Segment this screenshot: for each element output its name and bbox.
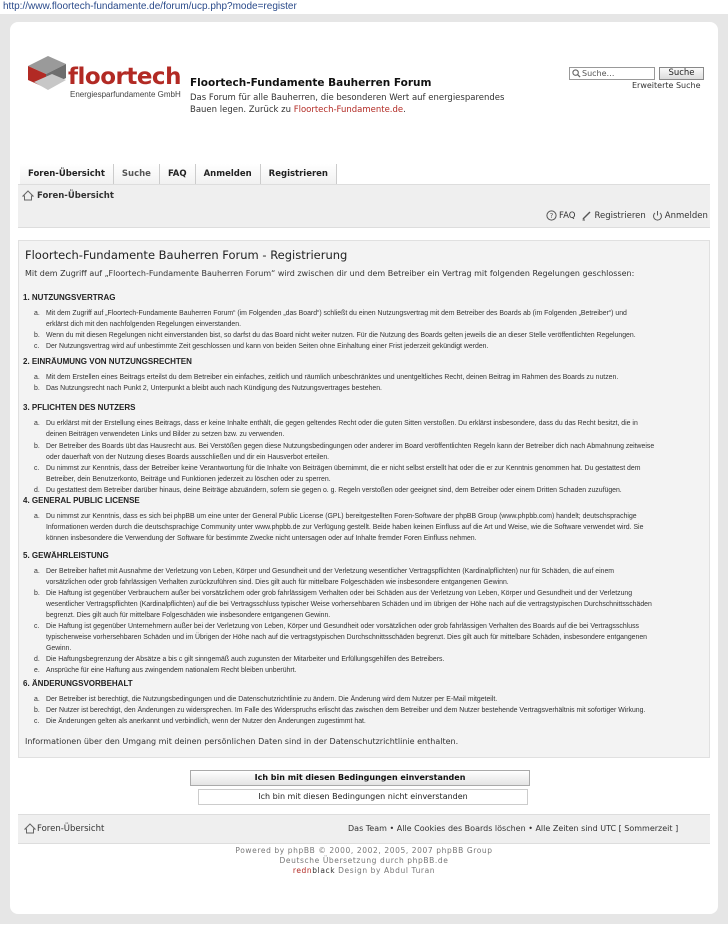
agree-button[interactable]: Ich bin mit diesen Bedingungen einverstanden bbox=[190, 770, 530, 786]
pencil-icon bbox=[581, 210, 592, 221]
main-tabs bbox=[20, 164, 337, 184]
item-line: Informationen werden durch die deutschsprachige Community unter www.phpbb.de zur Verfügung gestellt. Beide haben keinen Einfluss auf die Art und Weise, wie die Software verwendet wird. Sie bbox=[46, 524, 644, 531]
faq-label: FAQ bbox=[559, 210, 576, 221]
home-link[interactable]: Floortech-Fundamente.de bbox=[293, 105, 404, 115]
item-letter: a. bbox=[34, 374, 40, 381]
terms-item bbox=[34, 716, 706, 727]
item-letter: d. bbox=[34, 487, 40, 494]
site-description: Das Forum für alle Bauherren, die besonderen Wert auf energiesparendes Bauen legen. Zurück zu Floortech-Fundamente.de. bbox=[190, 93, 505, 115]
terms-item bbox=[34, 588, 706, 621]
footer-links[interactable]: Das Team • Alle Cookies des Boards löschen • Alle Zeiten sind UTC [ Sommerzeit ] bbox=[348, 824, 679, 833]
item-letter: b. bbox=[34, 590, 40, 597]
item-letter: c. bbox=[34, 718, 40, 725]
item-line: Der Betreiber des Boards übt das Hausrecht aus. Bei Verstößen gegen diese Nutzungsbedingungen oder anderer im Board veröffentlichten Regeln kann der Betreiber dich nach Abmahnung zeitweise bbox=[46, 443, 655, 450]
terms-item bbox=[34, 511, 706, 544]
search-button[interactable]: Suche bbox=[659, 67, 704, 80]
item-line: deinen Beiträgen verwendeten Links und Bilder zu setzen bzw. zu verwenden. bbox=[46, 431, 285, 438]
tab-register[interactable]: Registrieren bbox=[261, 164, 337, 184]
section-heading: 3. PFLICHTEN DES NUTZERS bbox=[23, 403, 136, 412]
item-letter: e. bbox=[34, 667, 40, 674]
advanced-search-link[interactable]: Erweiterte Suche bbox=[632, 81, 701, 90]
tab-forum-index[interactable]: Foren-Übersicht bbox=[20, 164, 114, 184]
section-heading: 4. GENERAL PUBLIC LICENSE bbox=[23, 496, 140, 505]
terms-item bbox=[34, 308, 706, 330]
item-line: Du gestattest dem Betreiber darüber hinaus, deine Beiträge abzuändern, sofern sie gegen o. g. Regeln verstoßen oder geeignet sind, dem Betreiber oder einem Dritten Schaden zuzufügen. bbox=[46, 487, 622, 494]
item-line: Die Änderungen gelten als anerkannt und verbindlich, wenn der Nutzer den Änderungen zugestimmt hat. bbox=[46, 718, 366, 725]
section-heading: 2. EINRÄUMUNG VON NUTZUNGSRECHTEN bbox=[23, 357, 192, 366]
item-line: Die Haftung ist gegenüber Verbrauchern außer bei vorsätzlichem oder grob fahrlässigem Verhalten oder bei Schäden aus der Verletzung von Leben, Körper und Gesundheit und der Verletzung bbox=[46, 590, 633, 597]
item-letter: b. bbox=[34, 707, 40, 714]
item-letter: a. bbox=[34, 513, 40, 520]
home-icon bbox=[24, 823, 36, 834]
terms-item bbox=[34, 705, 706, 716]
terms-item bbox=[34, 621, 706, 654]
site-title: Floortech-Fundamente Bauherren Forum bbox=[190, 77, 432, 89]
item-letter: b. bbox=[34, 332, 40, 339]
item-letter: b. bbox=[34, 385, 40, 392]
item-line: Die Haftung ist gegenüber Unternehmern außer bei der Verletzung von Leben, Körper und Gesundheit oder vorsätzlichen oder grob fahrlässigen Verhalten des Boards auf die bei Vertragsschluss bbox=[46, 623, 639, 630]
page-title: Floortech-Fundamente Bauherren Forum - Registrierung bbox=[25, 248, 348, 262]
terms-item bbox=[34, 383, 706, 394]
login-label: Anmelden bbox=[664, 210, 708, 221]
item-letter: a. bbox=[34, 420, 40, 427]
tab-search[interactable]: Suche bbox=[114, 164, 160, 184]
register-link[interactable] bbox=[581, 210, 645, 221]
item-letter: a. bbox=[34, 696, 40, 703]
section-heading: 1. NUTZUNGSVERTRAG bbox=[23, 293, 116, 302]
item-line: erklärst dich mit den nachfolgenden Regelungen einverstanden. bbox=[46, 321, 241, 328]
item-line: können insbesondere die Verwendung der Software für bestimmte Zwecke nicht untersagen oder auf Inhalte fremder Foren Einfluss nehmen. bbox=[46, 535, 477, 542]
copyright-line: Powered by phpBB © 2000, 2002, 2005, 2007 phpBB Group bbox=[235, 846, 493, 855]
disagree-button[interactable]: Ich bin mit diesen Bedingungen nicht einverstanden bbox=[198, 789, 528, 805]
terms-item bbox=[34, 694, 706, 705]
register-label: Registrieren bbox=[594, 210, 646, 221]
item-line: Der Betreiber ist berechtigt, die Nutzungsbedingungen und die Datenschutzrichtlinie zu ändern. Die Änderung wird dem Nutzer per E-Mail mitgeteilt. bbox=[46, 696, 498, 703]
breadcrumb[interactable]: Foren-Übersicht bbox=[37, 191, 114, 201]
item-line: Betreiber, dein Benutzerkonto, Beiträge und Funktionen jederzeit zu löschen oder zu sperren. bbox=[46, 476, 331, 483]
item-letter: d. bbox=[34, 656, 40, 663]
item-line: Der Nutzer ist berechtigt, den Änderungen zu widersprechen. Im Falle des Widerspruchs erlischt das zwischen dem Betreiber und dem Nutzer bestehende Vertragsverhältnis mit sofortiger Wirkung. bbox=[46, 707, 646, 714]
login-link[interactable] bbox=[652, 210, 708, 221]
item-line: Du erklärst mit der Erstellung eines Beitrags, dass er keine Inhalte enthält, die gegen geltendes Recht oder die guten Sitten verstoßen. Du erklärst insbesondere, dass du das Recht besitzt, die in bbox=[46, 420, 638, 427]
section-heading: 5. GEWÄHRLEISTUNG bbox=[23, 551, 109, 560]
item-letter: a. bbox=[34, 310, 40, 317]
item-letter: b. bbox=[34, 443, 40, 450]
tab-faq[interactable]: FAQ bbox=[160, 164, 196, 184]
logo-wordmark[interactable]: floortech bbox=[68, 64, 181, 90]
item-line: Der Betreiber haftet mit Ausnahme der Verletzung von Leben, Körper und Gesundheit und der Verletzung wesentlicher Vertragspflichten (Kardinalpflichten) nur für Schäden, die auf einem bbox=[46, 568, 615, 575]
item-line: vorsätzlichen oder grob fahrlässigen Verhalten zurückzuführen sind. Dies gilt auch für mittelbare Folgeschäden wie insbesondere entgangenen Gewinn. bbox=[46, 579, 509, 586]
item-line: oder dauerhaft von der Nutzung dieses Boards ausschließen und dir ein Hausverbot erteilen. bbox=[46, 454, 330, 461]
search-icon bbox=[572, 69, 581, 78]
terms-item bbox=[34, 441, 706, 463]
item-line: Wenn du mit diesen Regelungen nicht einverstanden bist, so darfst du das Board nicht weiter nutzen. Für die Nutzung des Boards gelten jeweils die an dieser Stelle veröffentlichten Regelungen. bbox=[46, 332, 636, 339]
navigation-bar bbox=[18, 184, 710, 228]
power-icon bbox=[652, 210, 663, 221]
terms-item bbox=[34, 654, 706, 665]
address-bar[interactable]: http://www.floortech-fundamente.de/forum/ucp.php?mode=register bbox=[0, 0, 728, 14]
user-links bbox=[546, 210, 708, 221]
terms-intro: Mit dem Zugriff auf „Floortech-Fundamente Bauherren Forum“ wird zwischen dir und dem Betreiber ein Vertrag mit folgenden Regelungen geschlossen: bbox=[25, 269, 635, 278]
terms-item bbox=[34, 372, 706, 383]
item-line: Das Nutzungsrecht nach Punkt 2, Unterpunkt a bleibt auch nach Kündigung des Nutzungsvertrages bestehen. bbox=[46, 385, 382, 392]
question-icon bbox=[546, 210, 557, 221]
item-line: Ansprüche für eine Haftung aus zwingendem nationalem Recht bleiben unberührt. bbox=[46, 667, 297, 674]
item-line: Gewinn. bbox=[46, 645, 72, 652]
terms-item bbox=[34, 330, 706, 341]
item-letter: c. bbox=[34, 465, 40, 472]
item-line: Mit dem Zugriff auf „Floortech-Fundamente Bauherren Forum“ (im Folgenden „das Board“) schließt du einen Nutzungsvertrag mit dem Betreiber des Boards ab (im Folgenden „Betreiber“) und bbox=[46, 310, 627, 317]
privacy-note: Informationen über den Umgang mit deinen persönlichen Daten sind in der Datenschutzrichtlinie enthalten. bbox=[25, 737, 459, 746]
terms-item bbox=[34, 566, 706, 588]
svg-text:?: ? bbox=[549, 212, 554, 220]
item-letter: a. bbox=[34, 568, 40, 575]
item-letter: c. bbox=[34, 623, 40, 630]
copyright bbox=[0, 846, 728, 876]
footer-breadcrumb[interactable]: Foren-Übersicht bbox=[37, 824, 105, 834]
section-heading: 6. ÄNDERUNGSVORBEHALT bbox=[23, 679, 133, 688]
tab-login[interactable]: Anmelden bbox=[196, 164, 261, 184]
item-line: begrenzt. Dies gilt auch für mittelbare Folgeschäden wie insbesondere entgangenen Gewinn. bbox=[46, 612, 331, 619]
terms-item bbox=[34, 665, 706, 676]
item-line: Du nimmst zur Kenntnis, dass der Betreiber keine Verantwortung für die Inhalte von Beiträgen übernimmt, die er nicht selbst erstellt hat oder die er zur Kenntnis genommen hat. Du gestattest dem bbox=[46, 465, 641, 472]
design-line: rednblack Design by Abdul Turan bbox=[292, 866, 436, 875]
item-line: Die Haftungsbegrenzung der Absätze a bis c gilt sinngemäß auch zugunsten der Mitarbeiter und Erfüllungsgehilfen des Betreibers. bbox=[46, 656, 445, 663]
logo-subtitle: Energiesparfundamente GmbH bbox=[70, 90, 181, 99]
faq-link[interactable] bbox=[546, 210, 575, 221]
terms-item bbox=[34, 463, 706, 485]
item-line: Mit dem Erstellen eines Beitrags erteilst du dem Betreiber ein einfaches, zeitlich und räumlich unbeschränktes und unentgeltliches Recht, deinen Beitrag im Rahmen des Boards zu nutzen. bbox=[46, 374, 619, 381]
home-icon bbox=[22, 190, 34, 201]
item-line: wesentlicher Vertragspflichten (Kardinalpflichten) auf die bei Vertragsschluss typischer Weise vorhersehbaren Schäden und im übrigen der Höhe nach auf die vertragstypischen Durchschnittsschäden bbox=[46, 601, 652, 608]
terms-item bbox=[34, 485, 706, 496]
item-line: Der Nutzungsvertrag wird auf unbestimmte Zeit geschlossen und kann von beiden Seiten ohne Einhaltung einer Frist jederzeit gekündigt werden. bbox=[46, 343, 489, 350]
translation-line: Deutsche Übersetzung durch phpBB.de bbox=[279, 856, 449, 865]
item-line: typischerweise vorhersehbaren Schäden und im Übrigen der Höhe nach auf die vertragstypischen Durchschnittsschäden begrenzt. Dies gilt auch für mittelbare Schäden, insbesondere entgangenen bbox=[46, 634, 647, 641]
item-letter: c. bbox=[34, 343, 40, 350]
terms-item bbox=[34, 418, 706, 440]
search-input[interactable]: Suche… bbox=[569, 67, 655, 80]
terms-item bbox=[34, 341, 706, 352]
item-line: Du nimmst zur Kenntnis, dass es sich bei phpBB um eine unter der General Public License (GPL) bereitgestellten Foren-Software der phpBB Group (www.phpbb.com) handelt; deutschsprachige bbox=[46, 513, 637, 520]
